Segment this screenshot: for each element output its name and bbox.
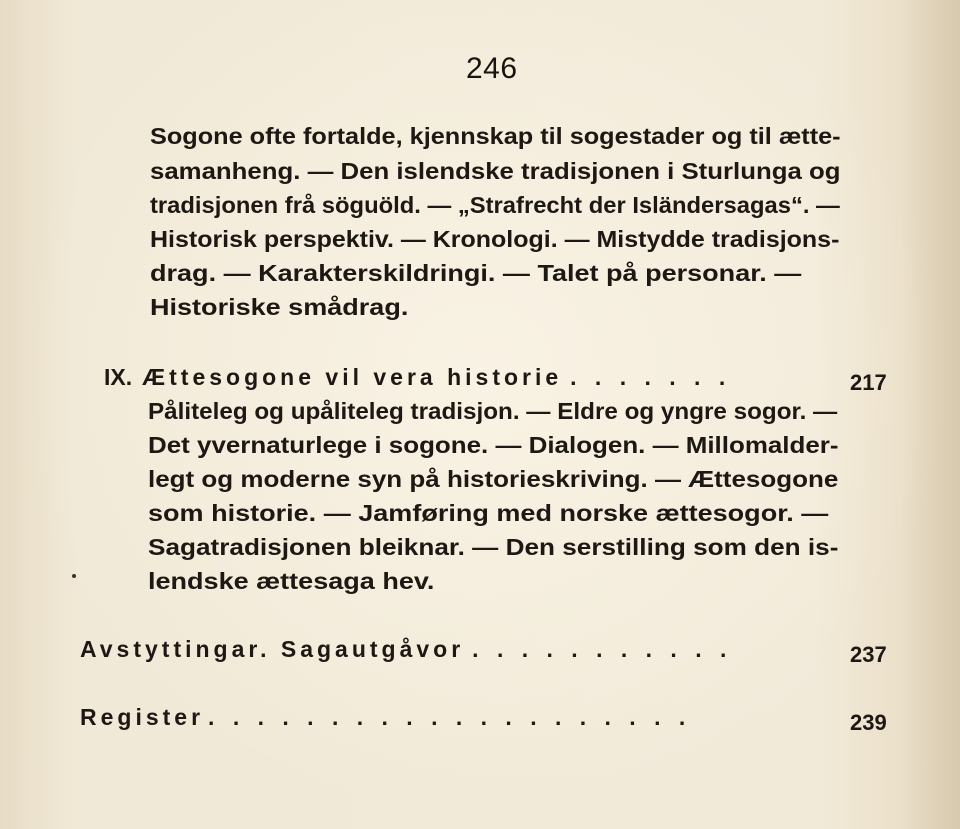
- summary-line: Historiske smådrag.: [150, 294, 409, 320]
- dot-leader: . . . . . . .: [570, 364, 732, 390]
- toc-page-number: 237: [850, 642, 887, 667]
- summary-line: samanheng. — Den islendske tradisjonen i Sturlunga og: [150, 158, 841, 184]
- chapter-title: Ættesogone vil vera historie: [142, 364, 563, 390]
- ink-speck: [72, 574, 76, 578]
- toc-entry-avstyttingar: [80, 638, 732, 661]
- toc-entry-title: Avstyttingar. Sagautgåvor: [80, 636, 465, 662]
- summary-line: tradisjonen frå söguöld. — „Strafrecht der Isländersagas“. —: [150, 192, 840, 218]
- summary-line: som historie. — Jamføring med norske ættesogor. —: [148, 500, 829, 526]
- summary-line: Påliteleg og upåliteleg tradisjon. — Eldre og yngre sogor. —: [148, 398, 838, 424]
- dot-leader: . . . . . . . . . . . . . . . . . . . .: [208, 704, 692, 730]
- summary-line: drag. — Karakterskildringi. — Talet på personar. —: [150, 260, 802, 286]
- summary-line: Det yvernaturlege i sogone. — Dialogen. — Millomalder-: [148, 432, 839, 458]
- toc-page-number: 239: [850, 710, 887, 735]
- dot-leader: . . . . . . . . . . .: [472, 636, 733, 662]
- summary-line: Sogone ofte fortalde, kjennskap til sogestader og til ætte-: [150, 123, 841, 149]
- page-edge-shadow: [900, 0, 960, 829]
- toc-entry-register: [80, 706, 691, 729]
- page-number: 246: [466, 52, 518, 85]
- toc-entry-title: Register: [80, 704, 205, 730]
- toc-page-number: 217: [850, 370, 887, 395]
- toc-entry-chapter-ix: [104, 366, 731, 389]
- summary-line: legt og moderne syn på historieskriving. — Ættesogone: [148, 466, 839, 492]
- summary-line: lendske ættesaga hev.: [148, 568, 435, 594]
- summary-line: Historisk perspektiv. — Kronologi. — Mistydde tradisjons-: [150, 226, 840, 252]
- summary-line: Sagatradisjonen bleiknar. — Den serstilling som den is-: [148, 534, 839, 560]
- chapter-numeral: IX.: [104, 364, 133, 390]
